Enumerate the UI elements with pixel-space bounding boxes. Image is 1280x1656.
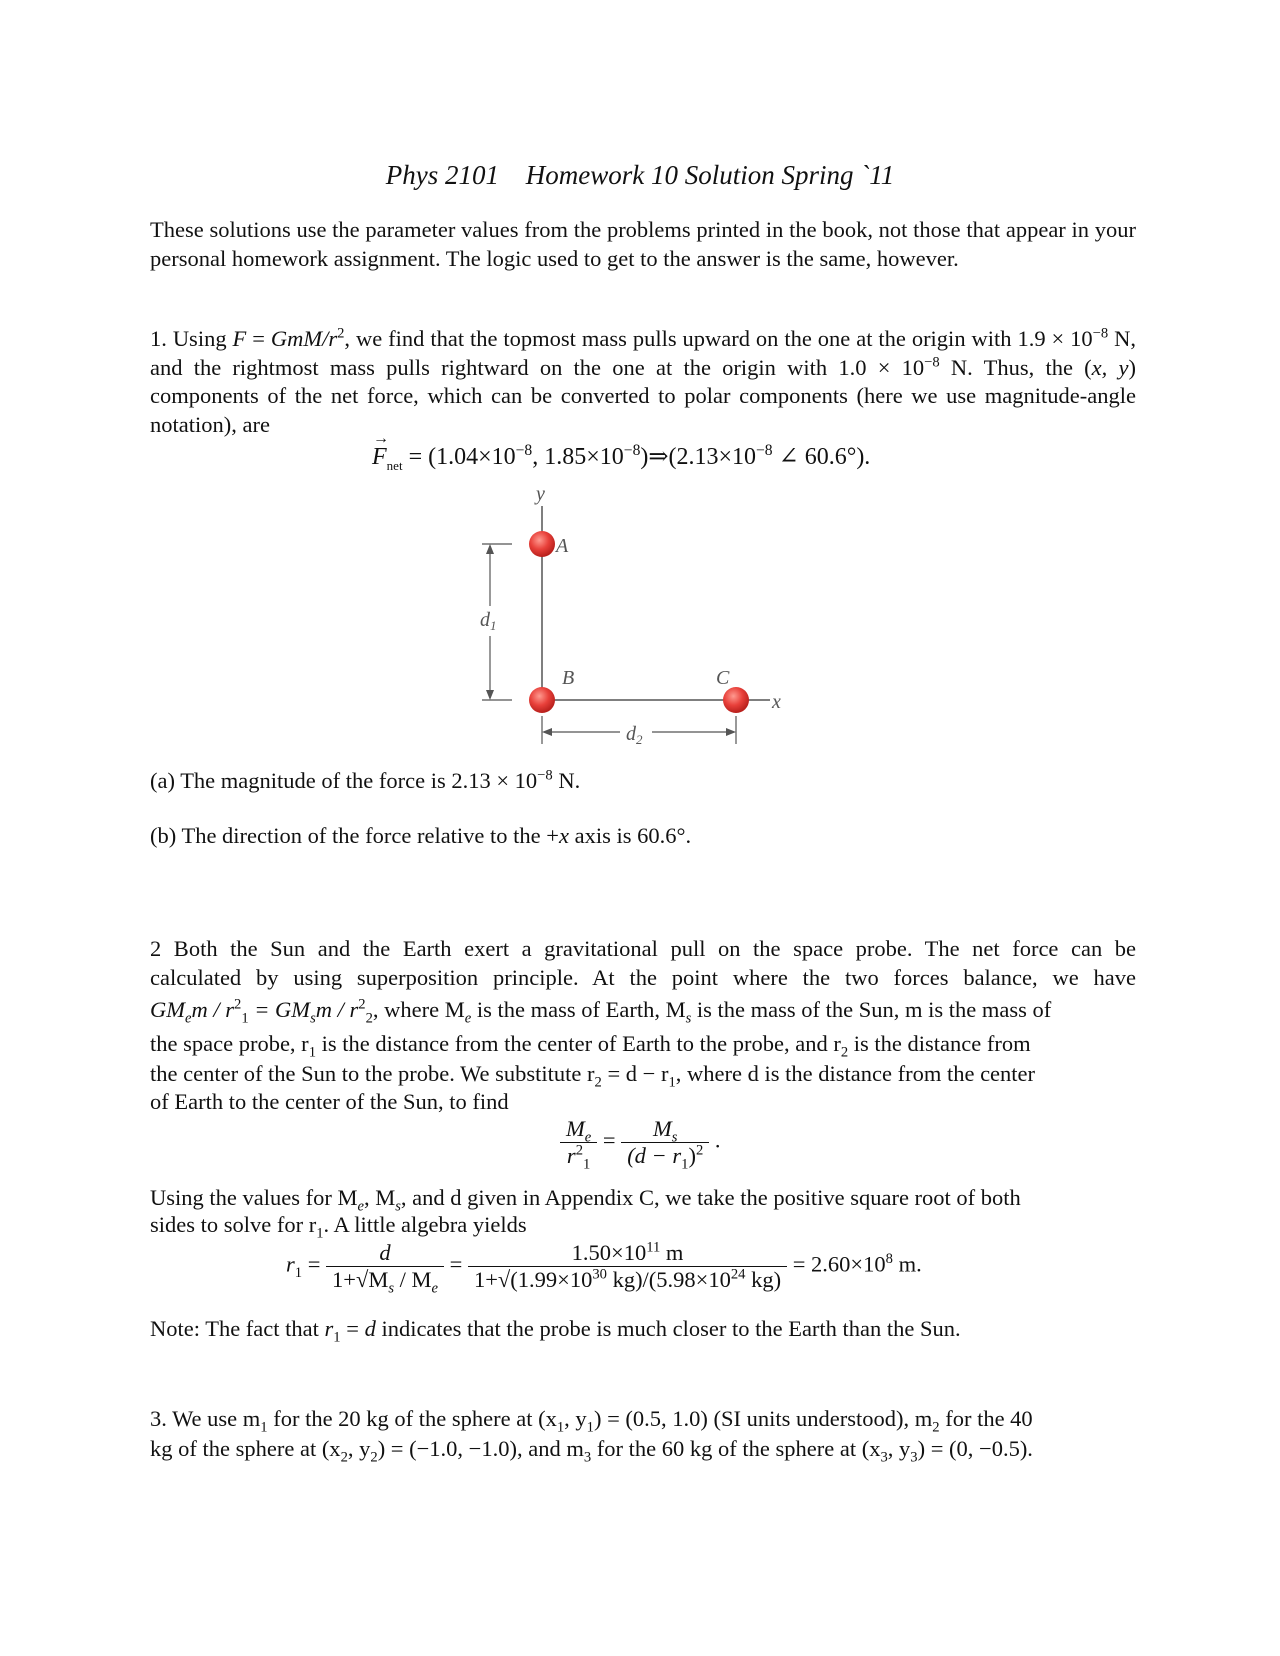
problem2-line1: 2 Both the Sun and the Earth exert a gravitational pull on the space probe. The net force can be: [150, 936, 1136, 961]
problem2-line8: sides to solve for $r_1$. A little algebra yields: [150, 1212, 527, 1242]
intro-paragraph: [150, 216, 1136, 273]
sphere-C: [723, 687, 749, 713]
label-d2: $d_2$: [626, 723, 643, 747]
sphere-A: [529, 531, 555, 557]
problem2-line5: the center of the Sun to the probe. We substitute $r_2 = d - r_1$, where d is the distance from the center: [150, 1061, 1036, 1091]
problem1-paragraph: [150, 325, 1136, 439]
sphere-B: [529, 687, 555, 713]
label-d1: $d_1$: [480, 609, 497, 633]
fraction-symbolic: $\frac{d}{1+√M_s / M_e}$: [326, 1240, 444, 1293]
net-force-equation: F → $_{net} = (1.04\times 10^{-8}$, $1.85\times 10^{-8})\Rightarrow(2.13\times 10^{-8}$ ∠ 60.6°).: [372, 430, 871, 473]
axis-label-y: y: [536, 486, 545, 505]
problem2-line7: Using the values for $M_e$, $M_s$, and d given in Appendix C, we take the positive square root of both: [150, 1185, 1021, 1215]
balance-equation: $\frac{M_e}{r^2_1}$ = $\frac{M_s}{(d - r_1)^2}$ .: [560, 1116, 721, 1169]
fraction-numeric: $\frac{1.50\times 10^{11} m}{1+√(1.99\times 10^{30} kg)/(5.98\times 10^{24} kg)}$: [468, 1240, 787, 1293]
three-mass-diagram: [470, 486, 810, 776]
problem3-line1: 3. We use $m_1$ for the 20 kg of the sphere at ($x_1$, $y_1) = (0.5$, 1.0) (SI units understood), $m_2$ for the 40: [150, 1406, 1033, 1436]
problem2-note: Note: The fact that $r_1 = d$ indicates that the probe is much closer to the Earth than the Sun.: [150, 1316, 961, 1346]
homework-title: Homework 10 Solution Spring `11: [525, 160, 895, 190]
intro-text: These solutions use the parameter values from the problems printed in the book, not those that appear in your personal homework assignment. The logic used to get to the answer is the same, however.: [150, 217, 1136, 271]
label-B: B: [562, 667, 575, 689]
r1-solution-equation: $r_1$ = $\frac{d}{1+√M_s / M_e}$ = $\frac{1.50\times 10^{11} m}{1+√(1.99\times 10^{30} kg)/(5.98\times 10^{24} kg)}$ = $2.60\times 10^8$ m.: [286, 1239, 922, 1297]
problem1-text: 1. Using F = GmM/$r^2$, we find that the topmost mass pulls upward on the one at the origin with $1.9 \times 10^{-8}$ N, and the rightmost mass pulls rightward on the one at the origin with $1.0 \times 10^{-8}$ N. Thus, the (x, y) components of the net force, which can be converted to polar components (here we use magnitude-angle notation), are: [150, 325, 1136, 437]
problem2-line4: the space probe, $r_1$ is the distance from the center of Earth to the probe, and $r_2$ is the distance from: [150, 1031, 1031, 1061]
problem3-line2: kg of the sphere at ($x_2$, $y_2) = (-1.0$, −1.0), and $m_3$ for the 60 kg of the sphere at ($x_3$, $y_3) = (0$, −0.5).: [150, 1436, 1033, 1466]
fraction-me-r1: $\frac{M_e}{r^2_1}$: [560, 1116, 597, 1169]
d1-arrow-down: [486, 690, 494, 700]
fraction-ms-d-r1: $\frac{M_s}{(d - r_1)^2}$: [621, 1116, 709, 1169]
d2-arrow-left: [542, 728, 552, 736]
d1-arrow-up: [486, 544, 494, 554]
problem2-line3: $GM_em / r^2_1 = GM_sm / r^2_2$, where $M_e$ is the mass of Earth, $M_s$ is the mass of the Sun, m is the mass of: [150, 996, 1052, 1027]
course-code: Phys 2101: [385, 160, 499, 190]
d2-arrow-right: [726, 728, 736, 736]
problem1-part-a: (a) The magnitude of the force is $2.13 \times 10^{-8}$ N.: [150, 767, 581, 793]
label-C: C: [716, 667, 730, 689]
force-vector-symbol: F →: [372, 430, 389, 470]
problem1-part-b: (b) The direction of the force relative to the +x axis is 60.6°.: [150, 823, 692, 848]
problem2-line6: of Earth to the center of the Sun, to find: [150, 1089, 509, 1114]
label-A: A: [556, 535, 569, 557]
axis-label-x: x: [772, 691, 781, 713]
page-title: [0, 160, 1280, 191]
problem2-line2: calculated by using superposition principle. At the point where the two forces balance, we have: [150, 965, 1136, 990]
